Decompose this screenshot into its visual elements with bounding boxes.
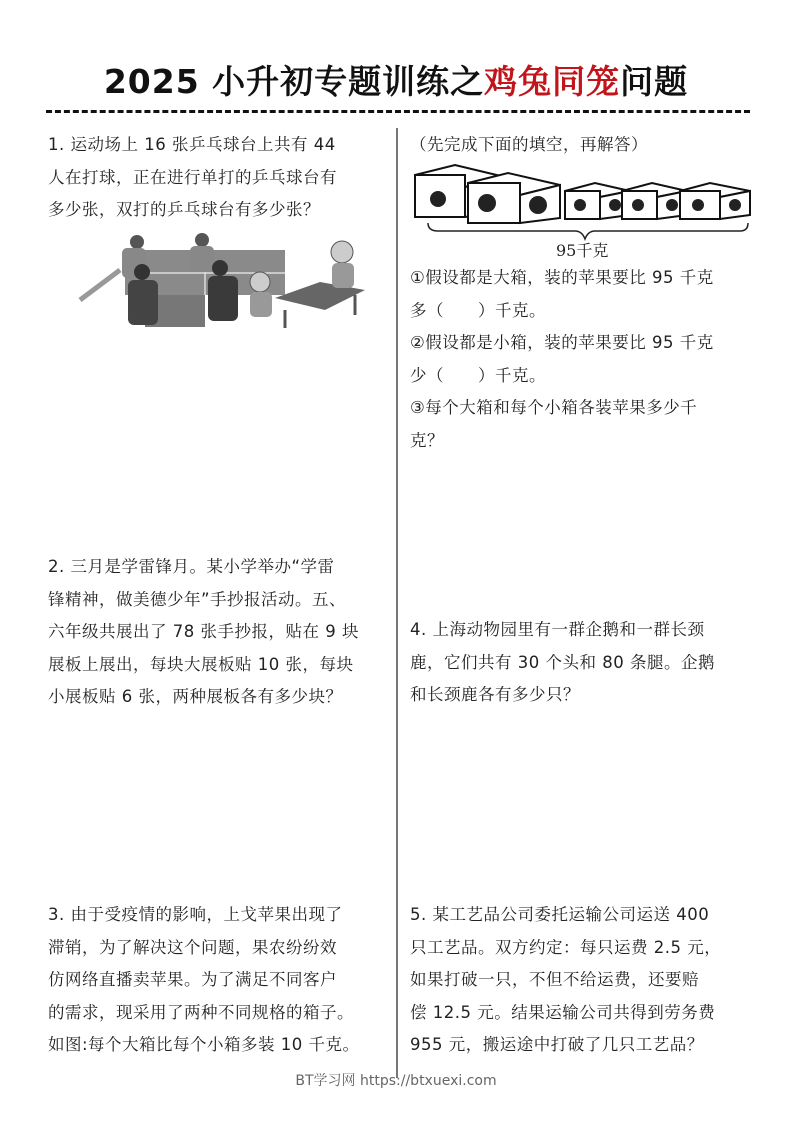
subquestion-line: ①假设都是大箱，装的苹果要比 95 千克 (410, 268, 714, 287)
page-title (0, 56, 792, 103)
fill-in-instruction: （先完成下面的填空，再解答） (410, 135, 648, 154)
question-3-line: 3. 由于受疫情的影响，上戈苹果出现了 (48, 905, 343, 924)
table-tennis-illustration (70, 230, 370, 330)
question-5-line: 5. 某工艺品公司委托运输公司运送 400 (410, 905, 710, 924)
subquestion-line: 克？ (410, 430, 444, 450)
question-5-line: 偿 12.5 元。结果运输公司共得到劳务费 (410, 1002, 716, 1022)
question-3-intro (410, 129, 760, 162)
question-4-line: 鹿，它们共有 30 个头和 80 条腿。企鹅 (410, 652, 715, 672)
footer-watermark: BT学习网 https://btxuexi.com (295, 1073, 497, 1089)
column-divider (396, 128, 398, 1078)
question-1 (48, 129, 388, 227)
question-2-line: 六年级共展出了 78 张手抄报，贴在 9 块 (48, 622, 359, 641)
question-3 (48, 899, 393, 1062)
subquestion-line: 多（ ）千克。 (410, 300, 546, 320)
subquestion-line: ③每个大箱和每个小箱各装苹果多少千 (410, 398, 698, 417)
subquestion-line: ②假设都是小箱，装的苹果要比 95 千克 (410, 333, 714, 352)
question-3-line: 的需求，现采用了两种不同规格的箱子。 (48, 1002, 354, 1022)
question-1-line: 人在打球，正在进行单打的乒乓球台有 (48, 167, 337, 187)
subquestion-line: 少（ ）千克。 (410, 365, 546, 385)
question-3-line: 仿网络直播卖苹果。为了满足不同客户 (48, 970, 337, 989)
dashed-divider (46, 110, 750, 113)
question-5 (410, 899, 760, 1062)
question-3-line: 如图:每个大箱比每个小箱多装 10 千克。 (48, 1035, 360, 1054)
question-4-line: 和长颈鹿各有多少只？ (410, 685, 580, 704)
question-1-line: 多少张，双打的乒乓球台有多少张？ (48, 200, 320, 219)
question-5-line: 如果打破一只，不但不给运费，还要赔 (410, 970, 699, 989)
question-1-line: 1. 运动场上 16 张乒乓球台上共有 44 (48, 135, 336, 154)
question-2-line: 小展板贴 6 张，两种展板各有多少块？ (48, 687, 343, 706)
title-suffix: 问题 (620, 62, 689, 101)
question-5-line: 只工艺品。双方约定：每只运费 2.5 元， (410, 937, 722, 957)
question-5-line: 955 元，搬运途中打破了几只工艺品？ (410, 1035, 704, 1054)
title-highlight: 鸡兔同笼 (484, 62, 621, 101)
question-2-line: 2. 三月是学雷锋月。某小学举办“学雷 (48, 557, 335, 576)
total-weight-label: 95千克 (556, 241, 609, 260)
question-2-line: 展板上展出，每块大展板贴 10 张，每块 (48, 654, 354, 674)
question-2-line: 锋精神，做美德少年”手抄报活动。五、 (48, 589, 347, 609)
question-3-subquestions (410, 262, 760, 457)
title-prefix: 2025 小升初专题训练之 (103, 62, 485, 101)
question-4-line: 4. 上海动物园里有一群企鹅和一群长颈 (410, 620, 705, 639)
question-4 (410, 614, 760, 712)
question-3-line: 滞销，为了解决这个问题，果农纷纷效 (48, 937, 337, 957)
question-2 (48, 551, 388, 714)
